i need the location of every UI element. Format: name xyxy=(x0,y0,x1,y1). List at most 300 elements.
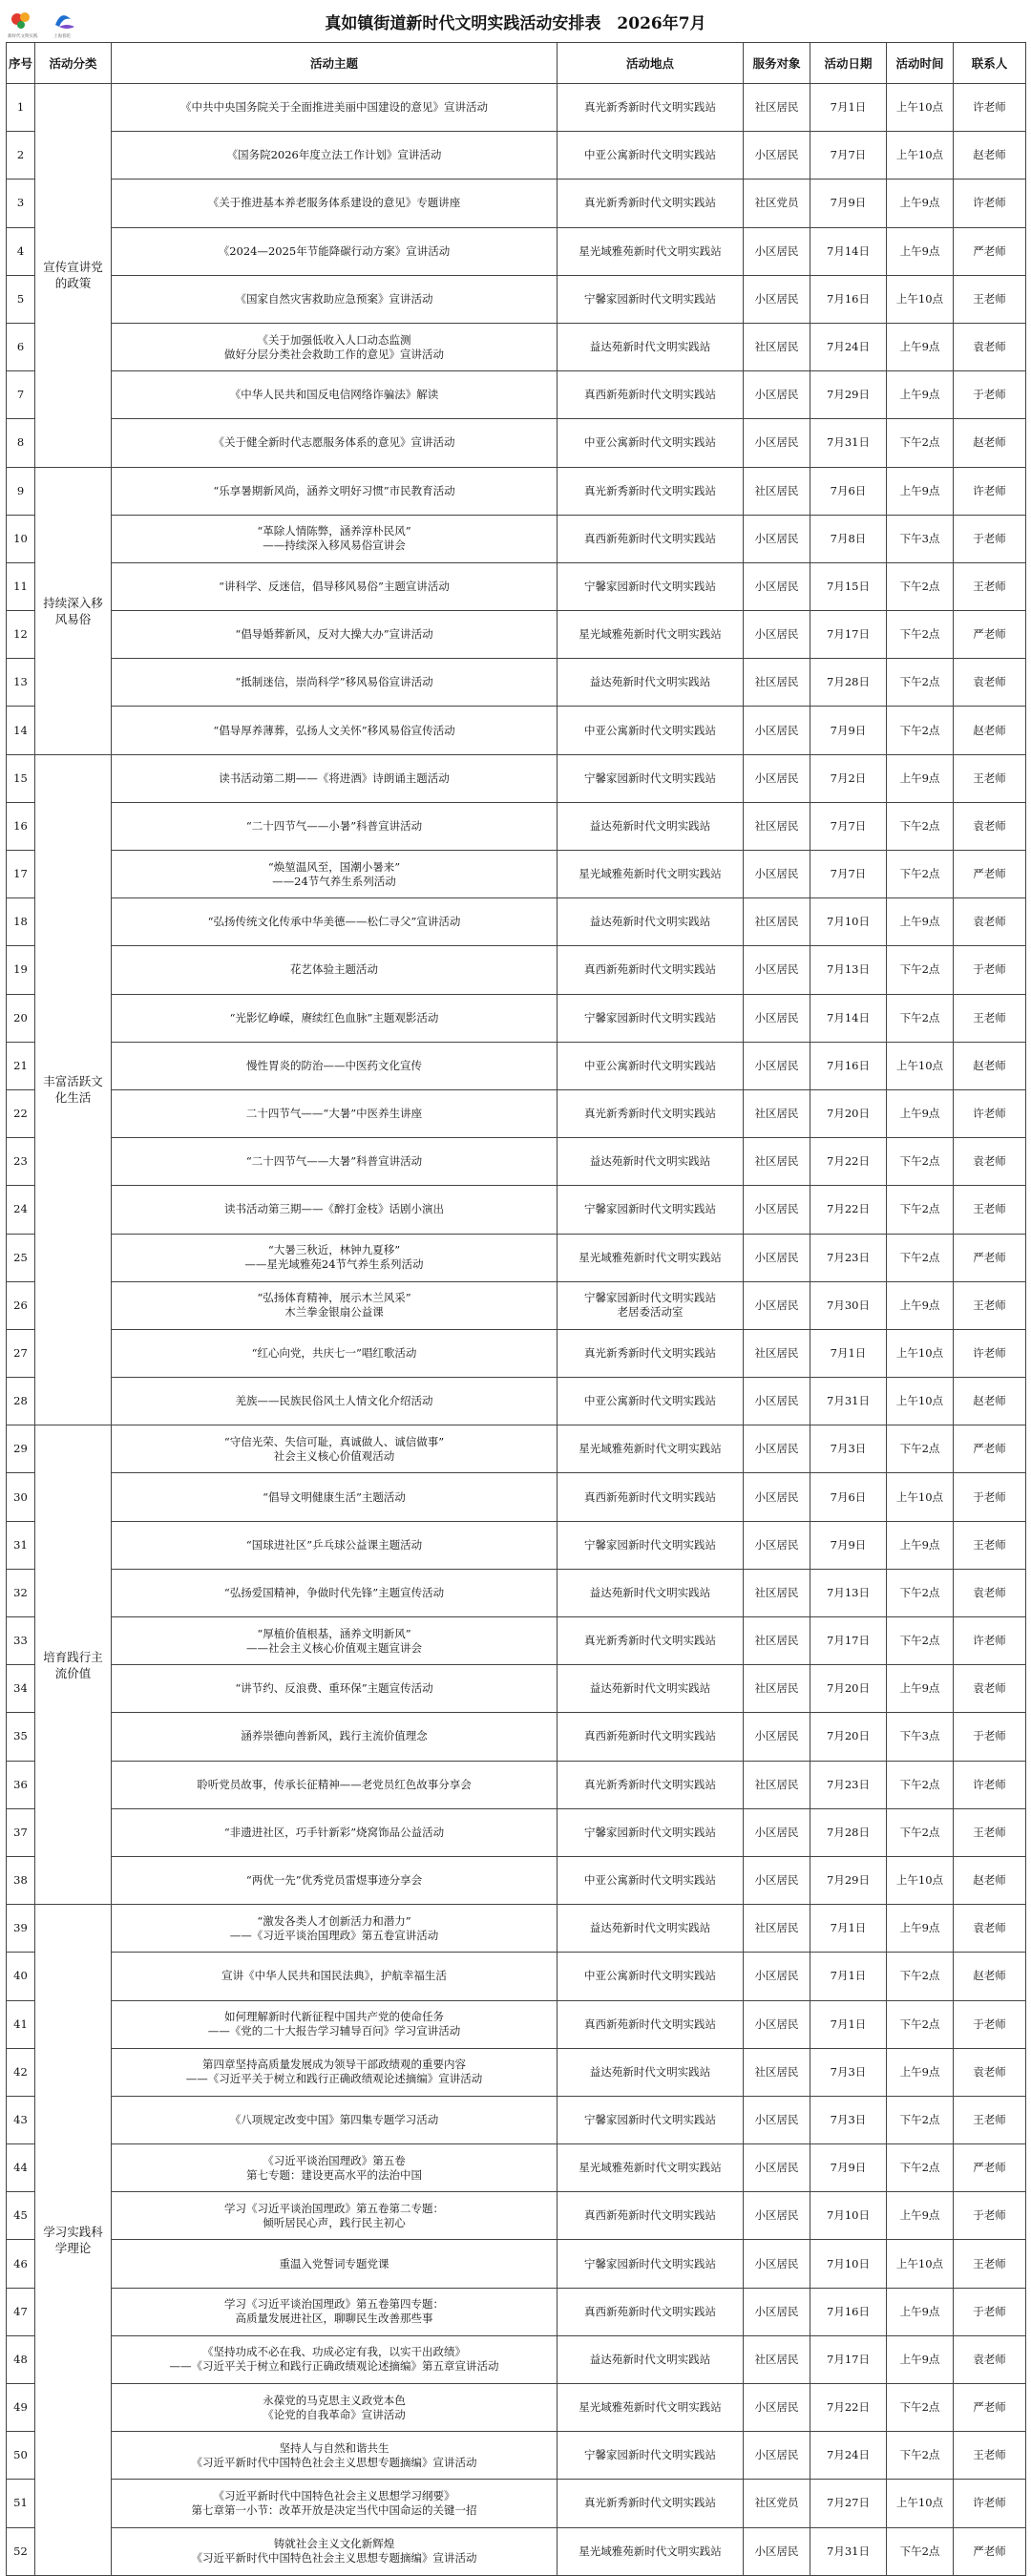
cell-venue: 真西新苑新时代文明实践站 xyxy=(558,946,744,994)
cell-topic: 第四章坚持高质量发展成为领导干部政绩观的重要内容 ——《习近平关于树立和践行正确政绩观论述摘编》宣讲活动 xyxy=(112,2048,558,2096)
cell-time: 上午9点 xyxy=(887,371,954,419)
cell-target: 小区居民 xyxy=(744,1473,810,1521)
cell-topic: “守信光荣、失信可耻，真诚做人、诚信做事” 社会主义核心价值观活动 xyxy=(112,1425,558,1473)
cell-contact: 袁老师 xyxy=(954,1665,1026,1713)
table-row xyxy=(7,1713,1026,1761)
header-topic: 活动主题 xyxy=(112,43,558,84)
cell-venue: 中亚公寓新时代文明实践站 xyxy=(558,707,744,754)
cell-contact: 王老师 xyxy=(954,1281,1026,1329)
cell-no: 21 xyxy=(7,1042,35,1089)
cell-no: 24 xyxy=(7,1186,35,1234)
cell-contact: 王老师 xyxy=(954,1521,1026,1569)
table-row xyxy=(7,707,1026,754)
cell-time: 上午10点 xyxy=(887,2480,954,2527)
cell-date: 7月31日 xyxy=(810,419,887,467)
cell-no: 34 xyxy=(7,1665,35,1713)
cell-no: 50 xyxy=(7,2432,35,2480)
cell-contact: 于老师 xyxy=(954,2000,1026,2048)
cell-date: 7月22日 xyxy=(810,1186,887,1234)
table-row xyxy=(7,84,1026,132)
cell-venue: 真光新秀新时代文明实践站 xyxy=(558,1329,744,1377)
cell-contact: 王老师 xyxy=(954,1186,1026,1234)
cell-contact: 袁老师 xyxy=(954,802,1026,850)
cell-no: 16 xyxy=(7,802,35,850)
schedule-page xyxy=(6,6,1025,2576)
cell-time: 下午2点 xyxy=(887,562,954,610)
cell-time: 下午2点 xyxy=(887,419,954,467)
cell-no: 2 xyxy=(7,132,35,179)
cell-target: 小区居民 xyxy=(744,946,810,994)
cell-venue: 宁馨家园新时代文明实践站 xyxy=(558,754,744,802)
cell-contact: 于老师 xyxy=(954,1713,1026,1761)
cell-contact: 赵老师 xyxy=(954,132,1026,179)
cell-target: 社区居民 xyxy=(744,802,810,850)
cell-venue: 真西新苑新时代文明实践站 xyxy=(558,2288,744,2335)
cell-venue: 真西新苑新时代文明实践站 xyxy=(558,1713,744,1761)
cell-time: 上午9点 xyxy=(887,1089,954,1137)
cell-venue: 益达苑新时代文明实践站 xyxy=(558,1569,744,1616)
table-row xyxy=(7,419,1026,467)
cell-topic: 《国务院2026年度立法工作计划》宣讲活动 xyxy=(112,132,558,179)
cell-target: 社区居民 xyxy=(744,2335,810,2383)
cell-time: 上午10点 xyxy=(887,132,954,179)
cell-time: 下午2点 xyxy=(887,2144,954,2192)
cell-contact: 王老师 xyxy=(954,562,1026,610)
cell-time: 下午2点 xyxy=(887,1953,954,2000)
cell-no: 14 xyxy=(7,707,35,754)
cell-date: 7月10日 xyxy=(810,2192,887,2240)
cell-category: 丰富活跃文 化生活 xyxy=(35,754,112,1425)
cell-date: 7月9日 xyxy=(810,707,887,754)
table-header-row xyxy=(7,43,1026,84)
cell-no: 26 xyxy=(7,1281,35,1329)
cell-date: 7月7日 xyxy=(810,802,887,850)
table-row xyxy=(7,1665,1026,1713)
cell-date: 7月23日 xyxy=(810,1234,887,1281)
cell-no: 33 xyxy=(7,1617,35,1665)
table-row xyxy=(7,851,1026,898)
cell-topic: “弘扬体育精神，展示木兰风采” 木兰拳金银扇公益课 xyxy=(112,1281,558,1329)
cell-target: 小区居民 xyxy=(744,1234,810,1281)
table-row xyxy=(7,2144,1026,2192)
cell-no: 28 xyxy=(7,1378,35,1425)
cell-time: 下午2点 xyxy=(887,2432,954,2480)
cell-target: 社区居民 xyxy=(744,1089,810,1137)
cell-date: 7月7日 xyxy=(810,851,887,898)
cell-no: 27 xyxy=(7,1329,35,1377)
cell-target: 小区居民 xyxy=(744,132,810,179)
cell-venue: 真光新秀新时代文明实践站 xyxy=(558,2480,744,2527)
cell-date: 7月1日 xyxy=(810,2000,887,2048)
cell-date: 7月27日 xyxy=(810,2480,887,2527)
cell-topic: 《中华人民共和国反电信网络诈骗法》解读 xyxy=(112,371,558,419)
table-row xyxy=(7,1856,1026,1904)
cell-contact: 于老师 xyxy=(954,946,1026,994)
table-row xyxy=(7,754,1026,802)
cell-venue: 星光域雅苑新时代文明实践站 xyxy=(558,611,744,659)
cell-no: 35 xyxy=(7,1713,35,1761)
table-row xyxy=(7,1329,1026,1377)
cell-venue: 真光新秀新时代文明实践站 xyxy=(558,179,744,227)
logo-caption-right: 上海普陀 xyxy=(53,34,71,39)
cell-no: 42 xyxy=(7,2048,35,2096)
cell-topic: “两优一先”优秀党员雷煜事迹分享会 xyxy=(112,1856,558,1904)
cell-target: 小区居民 xyxy=(744,1713,810,1761)
cell-contact: 王老师 xyxy=(954,2096,1026,2143)
cell-time: 下午3点 xyxy=(887,515,954,562)
cell-time: 上午10点 xyxy=(887,1378,954,1425)
table-row xyxy=(7,802,1026,850)
cell-topic: “二十四节气——小暑”科普宣讲活动 xyxy=(112,802,558,850)
cell-no: 32 xyxy=(7,1569,35,1616)
cell-target: 小区居民 xyxy=(744,851,810,898)
cell-topic: 《国家自然灾害救助应急预案》宣讲活动 xyxy=(112,275,558,323)
cell-venue: 宁馨家园新时代文明实践站 xyxy=(558,562,744,610)
cell-date: 7月16日 xyxy=(810,2288,887,2335)
table-row xyxy=(7,2288,1026,2335)
cell-contact: 赵老师 xyxy=(954,1953,1026,2000)
cell-target: 小区居民 xyxy=(744,1042,810,1089)
cell-venue: 星光域雅苑新时代文明实践站 xyxy=(558,2144,744,2192)
cell-contact: 严老师 xyxy=(954,611,1026,659)
cell-no: 13 xyxy=(7,659,35,707)
cell-no: 12 xyxy=(7,611,35,659)
table-body xyxy=(7,84,1026,2576)
cell-time: 下午2点 xyxy=(887,2000,954,2048)
cell-time: 下午2点 xyxy=(887,659,954,707)
cell-target: 小区居民 xyxy=(744,2144,810,2192)
table-row xyxy=(7,515,1026,562)
header-time: 活动时间 xyxy=(887,43,954,84)
cell-venue: 真西新苑新时代文明实践站 xyxy=(558,1473,744,1521)
table-row xyxy=(7,2192,1026,2240)
cell-date: 7月3日 xyxy=(810,2048,887,2096)
cell-venue: 中亚公寓新时代文明实践站 xyxy=(558,419,744,467)
cell-time: 下午2点 xyxy=(887,994,954,1042)
table-row xyxy=(7,1378,1026,1425)
cell-target: 小区居民 xyxy=(744,2288,810,2335)
cell-venue: 益达苑新时代文明实践站 xyxy=(558,1905,744,1953)
cell-contact: 于老师 xyxy=(954,2288,1026,2335)
cell-target: 小区居民 xyxy=(744,2240,810,2288)
cell-time: 下午2点 xyxy=(887,946,954,994)
cell-date: 7月30日 xyxy=(810,1281,887,1329)
cell-venue: 宁馨家园新时代文明实践站 xyxy=(558,1521,744,1569)
cell-topic: 如何理解新时代新征程中国共产党的使命任务 ——《党的二十大报告学习辅导百问》学习宣讲活动 xyxy=(112,2000,558,2048)
cell-topic: 羌族——民族民俗风土人情文化介绍活动 xyxy=(112,1378,558,1425)
cell-venue: 星光域雅苑新时代文明实践站 xyxy=(558,851,744,898)
cell-time: 上午9点 xyxy=(887,1665,954,1713)
cell-topic: 花艺体验主题活动 xyxy=(112,946,558,994)
cell-no: 25 xyxy=(7,1234,35,1281)
cell-venue: 宁馨家园新时代文明实践站 xyxy=(558,2096,744,2143)
table-row xyxy=(7,1761,1026,1808)
cell-date: 7月1日 xyxy=(810,1905,887,1953)
cell-no: 6 xyxy=(7,323,35,370)
cell-target: 小区居民 xyxy=(744,1856,810,1904)
cell-time: 上午9点 xyxy=(887,2192,954,2240)
cell-topic: 学习《习近平谈治国理政》第五卷第四专题： 高质量发展进社区，聊聊民生改善那些事 xyxy=(112,2288,558,2335)
table-row xyxy=(7,2480,1026,2527)
cell-time: 上午10点 xyxy=(887,2240,954,2288)
cell-no: 40 xyxy=(7,1953,35,2000)
cell-target: 小区居民 xyxy=(744,707,810,754)
cell-no: 29 xyxy=(7,1425,35,1473)
cell-date: 7月20日 xyxy=(810,1089,887,1137)
cell-target: 小区居民 xyxy=(744,994,810,1042)
cell-date: 7月10日 xyxy=(810,2240,887,2288)
cell-venue: 真西新苑新时代文明实践站 xyxy=(558,371,744,419)
cell-contact: 严老师 xyxy=(954,1425,1026,1473)
cell-date: 7月9日 xyxy=(810,1521,887,1569)
cell-time: 上午9点 xyxy=(887,179,954,227)
header-category: 活动分类 xyxy=(35,43,112,84)
table-row xyxy=(7,659,1026,707)
cell-target: 社区居民 xyxy=(744,1905,810,1953)
cell-contact: 严老师 xyxy=(954,2144,1026,2192)
cell-topic: “光影忆峥嵘，赓续红色血脉”主题观影活动 xyxy=(112,994,558,1042)
cell-no: 39 xyxy=(7,1905,35,1953)
header-date: 活动日期 xyxy=(810,43,887,84)
cell-target: 小区居民 xyxy=(744,419,810,467)
cell-venue: 真光新秀新时代文明实践站 xyxy=(558,1089,744,1137)
cell-target: 社区居民 xyxy=(744,1665,810,1713)
table-row xyxy=(7,1473,1026,1521)
cell-topic: “倡导厚养薄葬，弘扬人文关怀”移风易俗宣传活动 xyxy=(112,707,558,754)
cell-no: 11 xyxy=(7,562,35,610)
cell-contact: 王老师 xyxy=(954,2240,1026,2288)
cell-time: 下午2点 xyxy=(887,2384,954,2432)
cell-no: 3 xyxy=(7,179,35,227)
cell-contact: 严老师 xyxy=(954,2527,1026,2575)
table-row xyxy=(7,898,1026,946)
page-title: 真如镇街道新时代文明实践活动安排表 2026年7月 xyxy=(325,14,706,33)
cell-venue: 宁馨家园新时代文明实践站 xyxy=(558,2240,744,2288)
cell-topic: “国球进社区”乒乓球公益课主题活动 xyxy=(112,1521,558,1569)
cell-topic: 《习近平谈治国理政》第五卷 第七专题：建设更高水平的法治中国 xyxy=(112,2144,558,2192)
cell-date: 7月17日 xyxy=(810,611,887,659)
cell-topic: “讲节约、反浪费、重环保”主题宣传活动 xyxy=(112,1665,558,1713)
cell-no: 5 xyxy=(7,275,35,323)
cell-date: 7月2日 xyxy=(810,754,887,802)
cell-no: 1 xyxy=(7,84,35,132)
cell-contact: 许老师 xyxy=(954,1089,1026,1137)
cell-time: 上午9点 xyxy=(887,1905,954,1953)
cell-time: 下午2点 xyxy=(887,851,954,898)
cell-venue: 星光域雅苑新时代文明实践站 xyxy=(558,227,744,275)
cell-date: 7月20日 xyxy=(810,1665,887,1713)
cell-contact: 赵老师 xyxy=(954,1378,1026,1425)
cell-topic: 重温入党誓词专题党课 xyxy=(112,2240,558,2288)
cell-target: 小区居民 xyxy=(744,275,810,323)
cell-time: 上午10点 xyxy=(887,275,954,323)
cell-date: 7月1日 xyxy=(810,1329,887,1377)
cell-no: 46 xyxy=(7,2240,35,2288)
header-venue: 活动地点 xyxy=(558,43,744,84)
cell-no: 7 xyxy=(7,371,35,419)
cell-time: 上午10点 xyxy=(887,1042,954,1089)
table-row xyxy=(7,611,1026,659)
cell-venue: 中亚公寓新时代文明实践站 xyxy=(558,1856,744,1904)
cell-topic: 涵养崇德向善新风，践行主流价值理念 xyxy=(112,1713,558,1761)
table-row xyxy=(7,1186,1026,1234)
table-row xyxy=(7,2240,1026,2288)
cell-date: 7月8日 xyxy=(810,515,887,562)
cell-target: 小区居民 xyxy=(744,1953,810,2000)
header-target: 服务对象 xyxy=(744,43,810,84)
cell-date: 7月15日 xyxy=(810,562,887,610)
cell-venue: 中亚公寓新时代文明实践站 xyxy=(558,1378,744,1425)
cell-time: 上午9点 xyxy=(887,323,954,370)
table-row xyxy=(7,467,1026,515)
cell-no: 43 xyxy=(7,2096,35,2143)
cell-contact: 许老师 xyxy=(954,84,1026,132)
cell-category: 培育践行主 流价值 xyxy=(35,1425,112,1905)
cell-topic: “倡导婚葬新风，反对大操大办”宣讲活动 xyxy=(112,611,558,659)
cell-contact: 赵老师 xyxy=(954,1042,1026,1089)
cell-contact: 王老师 xyxy=(954,994,1026,1042)
cell-time: 下午3点 xyxy=(887,1713,954,1761)
cell-target: 小区居民 xyxy=(744,2527,810,2575)
cell-topic: 聆听党员故事，传承长征精神——老党员红色故事分享会 xyxy=(112,1761,558,1808)
cell-no: 8 xyxy=(7,419,35,467)
cell-topic: 学习《习近平谈治国理政》第五卷第二专题： 倾听居民心声，践行民主初心 xyxy=(112,2192,558,2240)
cell-target: 小区居民 xyxy=(744,2192,810,2240)
cell-contact: 于老师 xyxy=(954,371,1026,419)
cell-contact: 许老师 xyxy=(954,1617,1026,1665)
cell-contact: 许老师 xyxy=(954,467,1026,515)
cell-time: 下午2点 xyxy=(887,2527,954,2575)
cell-no: 22 xyxy=(7,1089,35,1137)
cell-venue: 真光新秀新时代文明实践站 xyxy=(558,1617,744,1665)
cell-target: 小区居民 xyxy=(744,1425,810,1473)
cell-topic: “弘扬爱国精神，争做时代先锋”主题宣传活动 xyxy=(112,1569,558,1616)
cell-time: 上午9点 xyxy=(887,754,954,802)
cell-venue: 宁馨家园新时代文明实践站 xyxy=(558,1186,744,1234)
cell-target: 社区居民 xyxy=(744,898,810,946)
cell-topic: 《八项规定改变中国》第四集专题学习活动 xyxy=(112,2096,558,2143)
cell-venue: 益达苑新时代文明实践站 xyxy=(558,1138,744,1186)
cell-date: 7月16日 xyxy=(810,1042,887,1089)
schedule-table xyxy=(6,42,1026,2576)
cell-no: 45 xyxy=(7,2192,35,2240)
cell-topic: “厚植价值根基，涵养文明新风” ——社会主义核心价值观主题宣讲会 xyxy=(112,1617,558,1665)
table-row xyxy=(7,179,1026,227)
cell-contact: 王老师 xyxy=(954,754,1026,802)
cell-venue: 星光域雅苑新时代文明实践站 xyxy=(558,1234,744,1281)
cell-category: 宣传宣讲党 的政策 xyxy=(35,84,112,468)
cell-time: 下午2点 xyxy=(887,1425,954,1473)
table-row xyxy=(7,1281,1026,1329)
cell-no: 44 xyxy=(7,2144,35,2192)
cell-contact: 严老师 xyxy=(954,1234,1026,1281)
cell-contact: 袁老师 xyxy=(954,323,1026,370)
cell-target: 小区居民 xyxy=(744,1281,810,1329)
cell-date: 7月13日 xyxy=(810,1569,887,1616)
cell-topic: “讲科学、反迷信，倡导移风易俗”主题宣讲活动 xyxy=(112,562,558,610)
cell-contact: 袁老师 xyxy=(954,1569,1026,1616)
cell-target: 社区党员 xyxy=(744,2480,810,2527)
table-row xyxy=(7,1521,1026,1569)
cell-date: 7月9日 xyxy=(810,179,887,227)
cell-venue: 宁馨家园新时代文明实践站 xyxy=(558,2432,744,2480)
cell-topic: 二十四节气——“大暑”中医养生讲座 xyxy=(112,1089,558,1137)
cell-venue: 益达苑新时代文明实践站 xyxy=(558,659,744,707)
cell-date: 7月24日 xyxy=(810,2432,887,2480)
cell-date: 7月1日 xyxy=(810,84,887,132)
page-header xyxy=(6,6,1025,42)
cell-topic: 《中共中央国务院关于全面推进美丽中国建设的意见》宣讲活动 xyxy=(112,84,558,132)
cell-contact: 许老师 xyxy=(954,1329,1026,1377)
cell-topic: 读书活动第二期——《将进酒》诗朗诵主题活动 xyxy=(112,754,558,802)
table-row xyxy=(7,2335,1026,2383)
table-row xyxy=(7,1617,1026,1665)
cell-venue: 星光域雅苑新时代文明实践站 xyxy=(558,1425,744,1473)
table-row xyxy=(7,1234,1026,1281)
cell-no: 37 xyxy=(7,1808,35,1856)
cell-venue: 中亚公寓新时代文明实践站 xyxy=(558,132,744,179)
cell-contact: 严老师 xyxy=(954,851,1026,898)
cell-no: 41 xyxy=(7,2000,35,2048)
cell-topic: 慢性胃炎的防治——中医药文化宣传 xyxy=(112,1042,558,1089)
cell-topic: “抵制迷信，崇尚科学”移风易俗宣讲活动 xyxy=(112,659,558,707)
cell-topic: “革除人情陈弊，涵养淳朴民风” ——持续深入移风易俗宣讲会 xyxy=(112,515,558,562)
cell-target: 小区居民 xyxy=(744,1521,810,1569)
cell-venue: 中亚公寓新时代文明实践站 xyxy=(558,1953,744,2000)
cell-contact: 赵老师 xyxy=(954,1856,1026,1904)
cell-time: 下午2点 xyxy=(887,707,954,754)
cell-target: 社区居民 xyxy=(744,1569,810,1616)
table-row xyxy=(7,1808,1026,1856)
cell-topic: “二十四节气——大暑”科普宣讲活动 xyxy=(112,1138,558,1186)
header-contact: 联系人 xyxy=(954,43,1026,84)
table-row xyxy=(7,2048,1026,2096)
table-row xyxy=(7,2432,1026,2480)
table-row xyxy=(7,323,1026,370)
cell-time: 下午2点 xyxy=(887,2096,954,2143)
cell-no: 23 xyxy=(7,1138,35,1186)
cell-venue: 宁馨家园新时代文明实践站 老居委活动室 xyxy=(558,1281,744,1329)
cell-time: 下午2点 xyxy=(887,1234,954,1281)
cell-no: 19 xyxy=(7,946,35,994)
cell-topic: 《关于推进基本养老服务体系建设的意见》专题讲座 xyxy=(112,179,558,227)
cell-venue: 真光新秀新时代文明实践站 xyxy=(558,84,744,132)
cell-topic: “弘扬传统文化传承中华美德——松仁寻父”宣讲活动 xyxy=(112,898,558,946)
cell-date: 7月31日 xyxy=(810,1378,887,1425)
cell-time: 上午10点 xyxy=(887,1856,954,1904)
cell-no: 9 xyxy=(7,467,35,515)
cell-venue: 宁馨家园新时代文明实践站 xyxy=(558,1808,744,1856)
cell-contact: 赵老师 xyxy=(954,707,1026,754)
cell-target: 社区居民 xyxy=(744,1761,810,1808)
cell-no: 47 xyxy=(7,2288,35,2335)
cell-no: 20 xyxy=(7,994,35,1042)
cell-date: 7月20日 xyxy=(810,1713,887,1761)
cell-venue: 中亚公寓新时代文明实践站 xyxy=(558,1042,744,1089)
cell-topic: 《关于健全新时代志愿服务体系的意见》宣讲活动 xyxy=(112,419,558,467)
cell-time: 上午10点 xyxy=(887,1473,954,1521)
cell-target: 社区居民 xyxy=(744,2048,810,2096)
cell-date: 7月23日 xyxy=(810,1761,887,1808)
table-row xyxy=(7,1042,1026,1089)
cell-target: 社区居民 xyxy=(744,323,810,370)
cell-contact: 袁老师 xyxy=(954,2048,1026,2096)
cell-time: 下午2点 xyxy=(887,611,954,659)
table-row xyxy=(7,1569,1026,1616)
cell-no: 4 xyxy=(7,227,35,275)
cell-target: 小区居民 xyxy=(744,1808,810,1856)
cell-topic: “非遗进社区，巧手针新彩”烧窝饰品公益活动 xyxy=(112,1808,558,1856)
